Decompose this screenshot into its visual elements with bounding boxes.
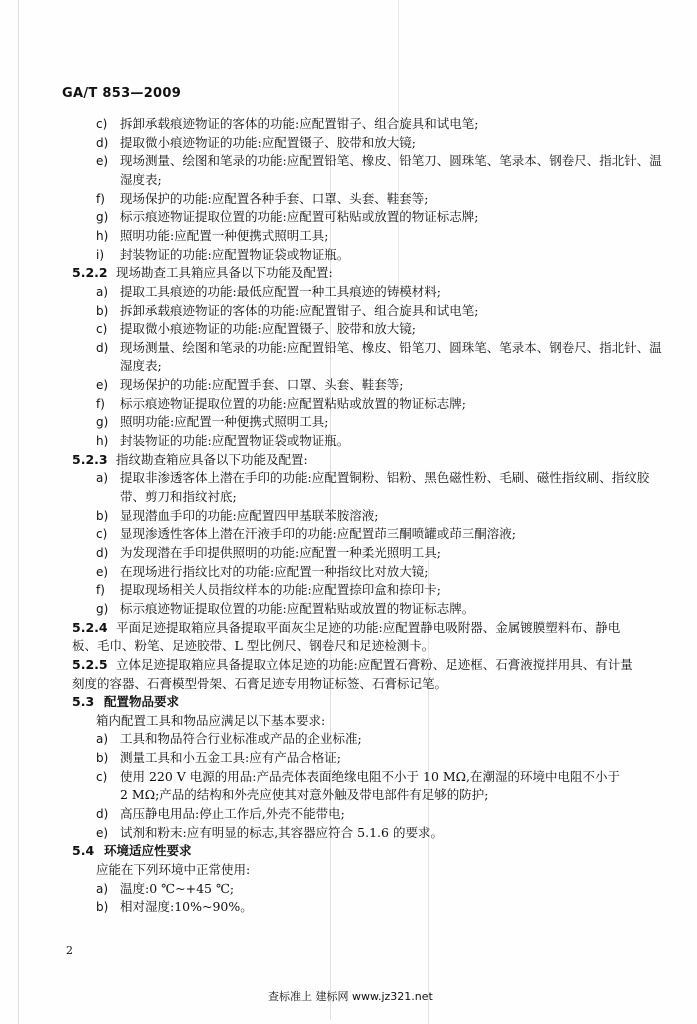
list-item-text: 拆卸承载痕迹物证的客体的功能:应配置钳子、组合旋具和试电笔;	[120, 303, 479, 318]
watermark-text: 查标准上 建标网 www.jz321.net	[268, 990, 433, 1003]
intro-text: 箱内配置工具和物品应满足以下基本要求:	[96, 713, 326, 728]
list-item-text: 试剂和粉末:应有明显的标志,其容器应符合 5.1.6 的要求。	[120, 825, 443, 840]
section-number: 5.4	[72, 843, 95, 858]
list-item-text: 照明功能:应配置一种便携式照明工具;	[120, 228, 329, 243]
list-item-label: b)	[96, 900, 109, 914]
list-item-label: d)	[96, 136, 109, 150]
list-item-label: e)	[96, 565, 109, 579]
list-item-label: f)	[96, 397, 105, 411]
paragraph-continuation: 板、毛巾、粉笔、足迹胶带、L 型比例尺、钢卷尺和足迹检测卡。	[72, 638, 435, 653]
section-text: 指纹勘查箱应具备以下功能及配置:	[116, 452, 308, 467]
document-header: GA/T 853—2009	[62, 86, 182, 101]
list-item-label: d)	[96, 546, 109, 560]
list-item-text: 工具和物品符合行业标准或产品的企业标准;	[120, 731, 362, 746]
list-item-label: g)	[96, 210, 109, 224]
list-item-text: 高压静电用品:停止工作后,外壳不能带电;	[120, 806, 345, 821]
list-item-label: g)	[96, 602, 109, 616]
list-item-text: 提取现场相关人员指纹样本的功能:应配置捺印盒和捺印卡;	[120, 582, 441, 597]
list-item-label: c)	[96, 117, 108, 131]
list-item-label: a)	[96, 471, 109, 485]
section-number: 5.3	[72, 694, 95, 709]
list-item-text: 现场测量、绘图和笔录的功能:应配置铅笔、橡皮、铅笔刀、圆珠笔、笔录本、钢卷尺、指北针、温	[120, 153, 662, 168]
section-number: 5.2.2	[72, 265, 108, 280]
list-item-continuation: 湿度表;	[120, 358, 162, 373]
list-item-label: i)	[96, 248, 105, 262]
list-item-label: h)	[96, 434, 109, 448]
list-item-label: f)	[96, 583, 105, 597]
list-item-text: 显现潜血手印的功能:应配置四甲基联苯胺溶液;	[120, 508, 379, 523]
page-number: 2	[66, 944, 73, 957]
list-item-text: 提取工具痕迹的功能:最低应配置一种工具痕迹的铸模材料;	[120, 284, 441, 299]
list-item-text: 拆卸承载痕迹物证的客体的功能:应配置钳子、组合旋具和试电笔;	[120, 116, 479, 131]
list-item-label: a)	[96, 285, 109, 299]
section-text: 环境适应性要求	[104, 843, 192, 858]
list-item-text: 现场测量、绘图和笔录的功能:应配置铅笔、橡皮、铅笔刀、圆珠笔、笔录本、钢卷尺、指北针、温	[120, 340, 662, 355]
section-number: 5.2.3	[72, 452, 108, 467]
list-item-label: b)	[96, 509, 109, 523]
list-item-label: c)	[96, 322, 108, 336]
section-number: 5.2.5	[72, 657, 108, 672]
list-item-continuation: 湿度表;	[120, 172, 162, 187]
list-item-text: 提取微小痕迹物证的功能:应配置镊子、胶带和放大镜;	[120, 135, 416, 150]
list-item-text: 测量工具和小五金工具:应有产品合格证;	[120, 750, 341, 765]
list-item-text: 温度:0 ℃~+45 ℃;	[120, 881, 235, 896]
list-item-label: b)	[96, 751, 109, 765]
list-item-label: e)	[96, 826, 109, 840]
list-item-label: g)	[96, 415, 109, 429]
list-item-label: f)	[96, 192, 105, 206]
list-item-text: 显现渗透性客体上潜在汗液手印的功能:应配置茚三酮喷罐或茚三酮溶液;	[120, 526, 516, 541]
section-number: 5.2.4	[72, 620, 108, 635]
list-item-label: h)	[96, 229, 109, 243]
list-item-label: d)	[96, 807, 109, 821]
list-item-label: e)	[96, 378, 109, 392]
list-item-text: 封装物证的功能:应配置物证袋或物证瓶。	[120, 247, 350, 262]
list-item-text: 现场保护的功能:应配置各种手套、口罩、头套、鞋套等;	[120, 191, 429, 206]
list-item-label: b)	[96, 304, 109, 318]
paragraph-continuation: 刻度的容器、石膏模型骨架、石膏足迹专用物证标签、石膏标记笔。	[72, 676, 448, 691]
list-item-label: c)	[96, 770, 108, 784]
list-item-text: 在现场进行指纹比对的功能:应配置一种指纹比对放大镜;	[120, 564, 429, 579]
list-item-text: 现场保护的功能:应配置手套、口罩、头套、鞋套等;	[120, 377, 404, 392]
list-item-label: d)	[96, 341, 109, 355]
list-item-text: 封装物证的功能:应配置物证袋或物证瓶。	[120, 433, 350, 448]
list-item-continuation: 带、剪刀和指纹衬底;	[120, 489, 237, 504]
list-item-text: 相对湿度:10%~90%。	[120, 899, 253, 914]
intro-text: 应能在下列环境中正常使用:	[96, 862, 251, 877]
list-item-text: 标示痕迹物证提取位置的功能:应配置粘贴或放置的物证标志牌;	[120, 396, 466, 411]
list-item-label: e)	[96, 154, 109, 168]
list-item-text: 提取微小痕迹物证的功能:应配置镊子、胶带和放大镜;	[120, 321, 416, 336]
list-item-text: 标示痕迹物证提取位置的功能:应配置粘贴或放置的物证标志牌。	[120, 601, 475, 616]
section-text: 配置物品要求	[104, 694, 180, 709]
list-item-text: 使用 220 V 电源的用品:产品壳体表面绝缘电阻不小于 10 MΩ,在潮湿的环境中电阻不小于	[120, 769, 621, 784]
list-item-text: 为发现潜在手印提供照明的功能:应配置一种柔光照明工具;	[120, 545, 441, 560]
list-item-label: c)	[96, 527, 108, 541]
section-text: 平面足迹提取箱应具备提取平面灰尘足迹的功能:应配置静电吸附器、金属镀膜塑料布、静电	[116, 620, 621, 635]
list-item-continuation: 2 MΩ;产品的结构和外壳应使其对意外触及带电部件有足够的防护;	[120, 787, 489, 802]
list-item-text: 提取非渗透客体上潜在手印的功能:应配置铜粉、铝粉、黑色磁性粉、毛刷、磁性指纹刷、指纹胶	[120, 470, 650, 485]
section-text: 现场勘查工具箱应具备以下功能及配置:	[116, 265, 333, 280]
list-item-text: 照明功能:应配置一种便携式照明工具;	[120, 414, 329, 429]
list-item-text: 标示痕迹物证提取位置的功能:应配置可粘贴或放置的物证标志牌;	[120, 209, 479, 224]
list-item-label: a)	[96, 732, 109, 746]
list-item-label: a)	[96, 882, 109, 896]
section-text: 立体足迹提取箱应具备提取立体足迹的功能:应配置石膏粉、足迹框、石膏液搅拌用具、有计量	[116, 657, 633, 672]
